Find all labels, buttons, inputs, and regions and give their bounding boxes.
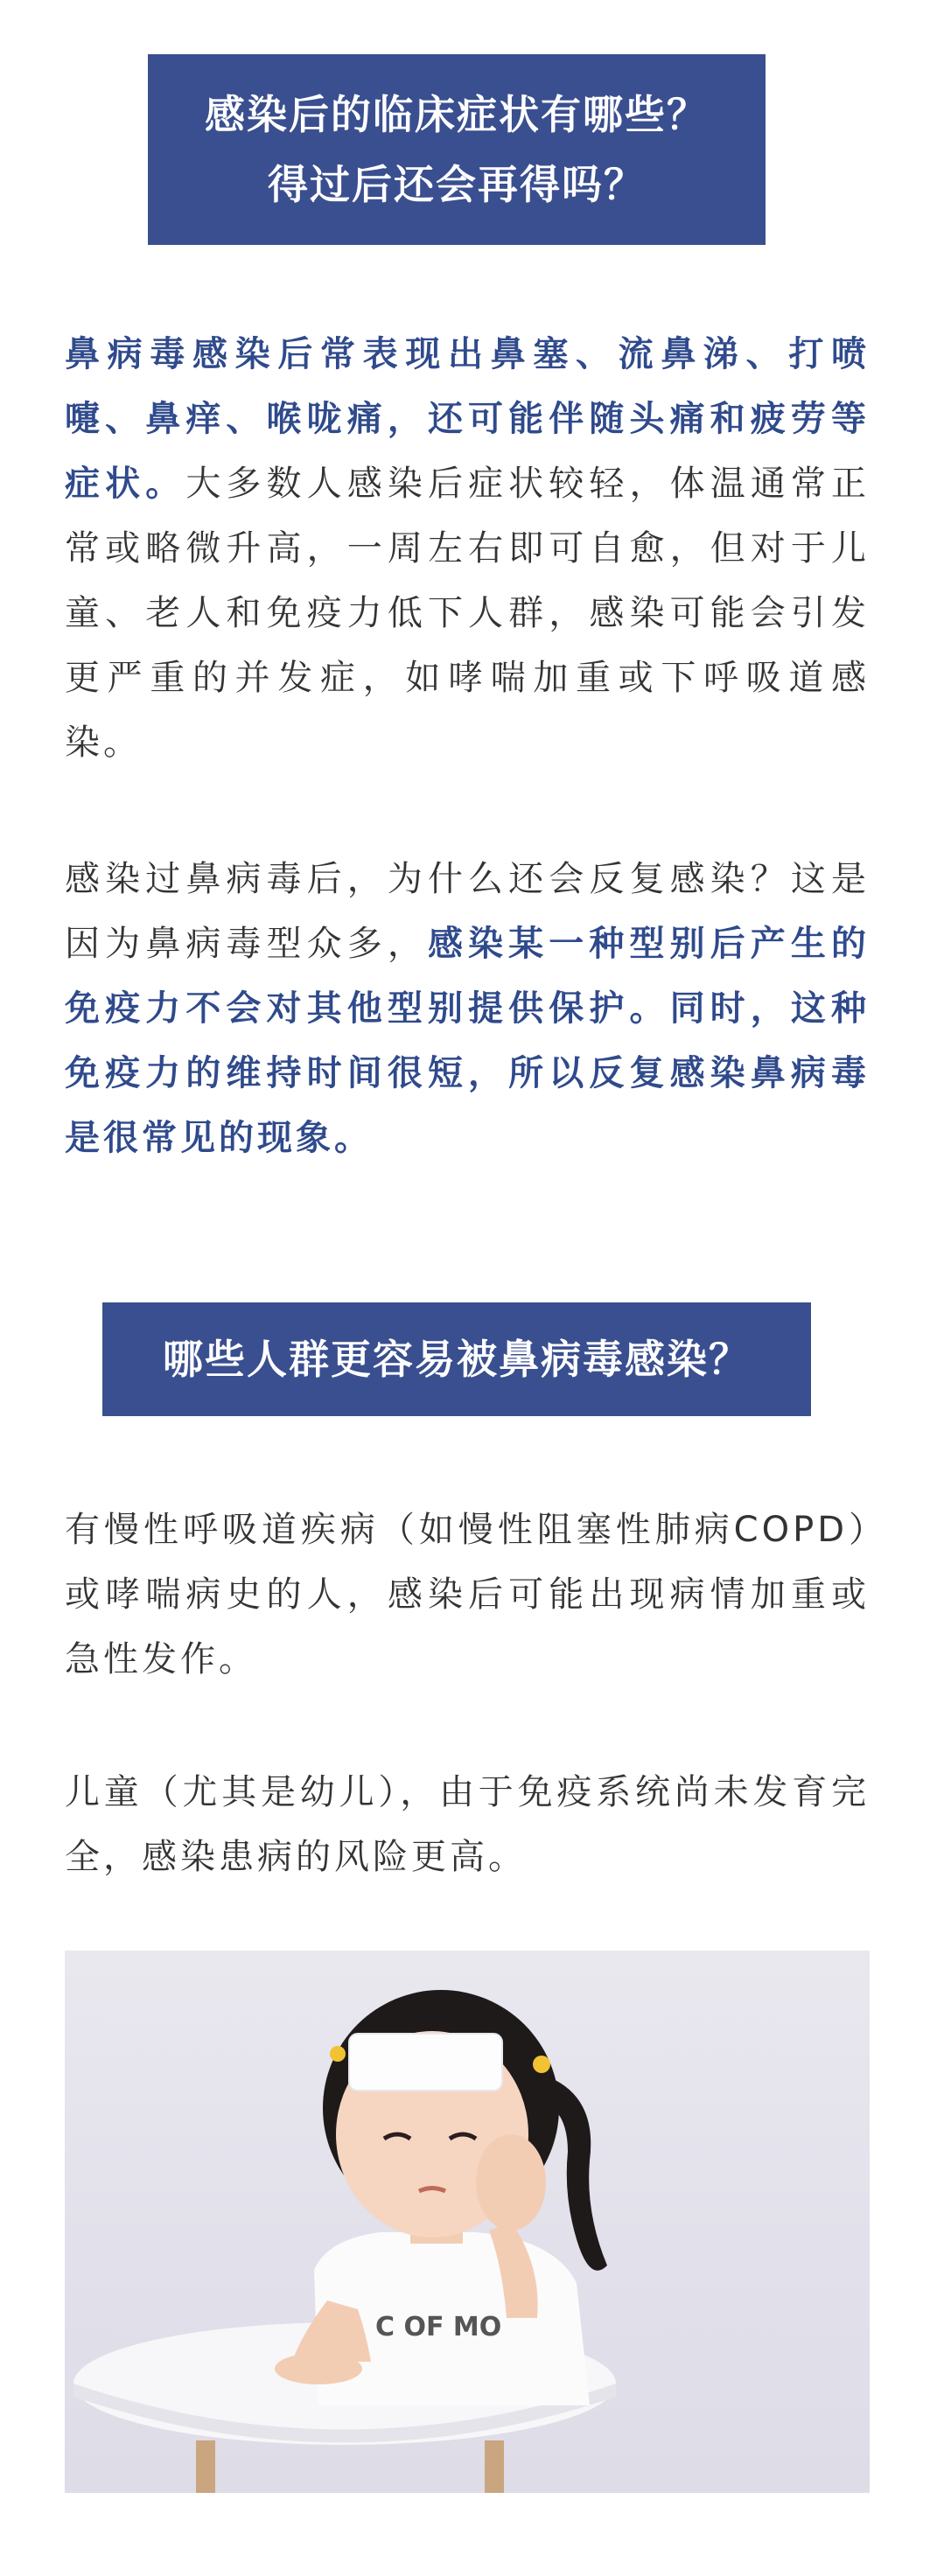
shirt-text: C OF MO <box>375 2312 502 2342</box>
sick-child-photo <box>65 1951 870 2493</box>
fever-patch <box>349 2034 502 2091</box>
sick-child-illustration <box>65 1951 870 2493</box>
symptoms-highlight: 鼻病毒感染后常表现出鼻塞、流鼻涕、打喷嚏、鼻痒、喉咙痛，还可能伴随头痛和疲劳等症状。 <box>65 334 870 504</box>
reinfection-highlight: 感染某一种型别后产生的免疫力不会对其他型别提供保护。同时，这种免疫力的维持时间很短，所以反复感染鼻病毒是很常见的现象。 <box>65 924 871 1158</box>
table-leg <box>485 2440 504 2493</box>
section-title-risk-text: 哪些人群更容易被鼻病毒感染？ <box>163 1336 751 1383</box>
hair-tie <box>533 2056 550 2073</box>
section-title-line-1: 感染后的临床症状有哪些？ <box>205 91 709 138</box>
child-hand-table <box>275 2353 362 2384</box>
section-title-symptoms <box>148 54 766 245</box>
symptoms-paragraph <box>65 322 870 775</box>
reinfection-paragraph <box>65 847 870 1170</box>
children-paragraph: 儿童（尤其是幼儿），由于免疫系统尚未发育完全，感染患病的风险更高。 <box>65 1772 870 1877</box>
hair-clip <box>330 2046 346 2062</box>
section-title-risk-groups <box>102 1302 811 1416</box>
child-hand-cheek <box>476 2134 546 2230</box>
symptoms-body: 大多数人感染后症状较轻，体温通常正常或略微升高，一周左右即可自愈，但对于儿童、老人和免疫力低下人群，感染可能会引发更严重的并发症，如哮喘加重或下呼吸道感染。 <box>65 464 871 763</box>
reinfection-lead: 感染过鼻病毒后，为什么还会反复感染？这是因为鼻病毒型众多， <box>65 859 870 964</box>
chronic-disease-paragraph: 有慢性呼吸道疾病（如慢性阻塞性肺病COPD）或哮喘病史的人，感染后可能出现病情加重或急性发作。 <box>65 1510 870 1679</box>
child-ponytail <box>537 2073 607 2271</box>
table-leg <box>196 2440 215 2493</box>
section-title-line-2: 得过后还会再得吗？ <box>268 161 646 208</box>
